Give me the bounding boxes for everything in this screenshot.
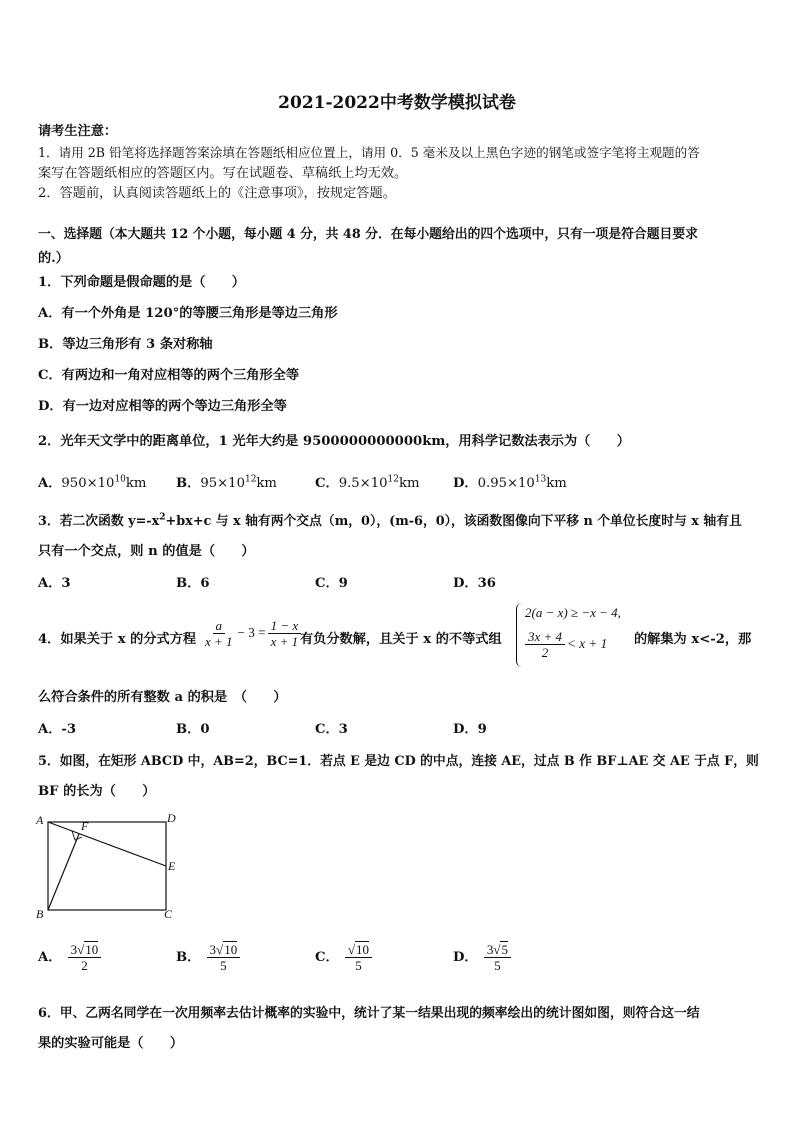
q5-option-a: A． $\frac{3√10}{2}$	[38, 942, 103, 973]
q5-stem-line-2: BF 的长为（ ）	[38, 784, 156, 799]
q4-option-a: A．-3	[38, 722, 77, 737]
q3-option-c: C．9	[315, 576, 348, 591]
q6-stem: 6．甲、乙两名同学在一次用频率去估计概率的实验中，统计了某一结果出现的频率绘出的统计图如图，则符合这一结	[38, 1006, 700, 1021]
q1-option-b: B．等边三角形有 3 条对称轴	[38, 337, 213, 352]
q5-option-c: C． $\frac{√10}{5}$	[315, 942, 374, 973]
section-heading-line-1: 一、选择题（本大题共 12 个小题，每小题 4 分，共 48 分．在每小题给出的四个选项中，只有一项是符合题目要求	[38, 227, 698, 242]
q3-stem: 3．若二次函数 $y=-x^2+bx+c$ 与 x 轴有两个交点（m，0），(m-6，0），该函数图像向下平移 n 个单位长度时与 x 轴有且	[38, 512, 742, 529]
label-f: F	[81, 819, 89, 833]
q4-stem-prefix: 4．如果关于 x 的分式方程	[38, 632, 197, 647]
label-e: E	[168, 859, 176, 873]
notice-line-1a: 1．请用 2B 铅笔将选择题答案涂填在答题纸相应位置上，请用 0．5 毫米及以上黑色字迹的钢笔或签字笔将主观题的答	[38, 145, 700, 160]
label-b: B	[36, 907, 44, 920]
q4-fraction-2: $\frac{1 - x}{x + 1}$	[268, 618, 302, 649]
segment-bf	[48, 834, 79, 910]
q4-option-c: C．3	[315, 722, 348, 737]
q6-stem-line-2: 果的实验可能是（ ）	[38, 1036, 184, 1051]
q1-option-d: D．有一边对应相等的两个等边三角形全等	[38, 399, 287, 414]
q5-option-b: B． $\frac{3√10}{5}$	[176, 942, 242, 973]
q2-option-b: B．$95\times 10^{12}km$	[176, 474, 277, 491]
q4-fraction-1: $\frac{a}{x + 1}$	[205, 618, 233, 649]
label-d: D	[167, 811, 176, 825]
q3-option-a: A．3	[38, 576, 71, 591]
q2-option-c: C．$9.5\times 10^{12}km$	[315, 474, 420, 491]
q1-option-c: C．有两边和一角对应相等的两个三角形全等	[38, 368, 300, 383]
label-c: C	[164, 907, 173, 920]
q5-stem: 5．如图，在矩形 ABCD 中，AB=2，BC=1．若点 E 是边 CD 的中点，连接 AE，过点 B 作 BF⊥AE 交 AE 于点 F，则	[38, 754, 759, 769]
q4-inequality-system: 2(a − x) ≥ −x − 4, $\frac{3x + 4}{2}$ < x + 1	[516, 603, 627, 667]
q5-rectangle-figure	[34, 808, 184, 920]
q1-option-a: A．有一个外角是 120°的等腰三角形是等边三角形	[38, 306, 338, 321]
q1-stem: 1．下列命题是假命题的是（ ）	[38, 275, 245, 290]
q5-option-d: D． $\frac{3√5}{5}$	[453, 942, 513, 973]
label-a: A	[36, 813, 44, 827]
page-title: 2021-2022中考数学模拟试卷	[278, 93, 516, 113]
q4-equation: $\frac{a}{x + 1}$ − 3 = $\frac{1 - x}{x + 1}$	[200, 618, 303, 649]
notice-line-2: 2．答题前，认真阅读答题纸上的《注意事项》，按规定答题。	[38, 186, 396, 201]
q3-stem-line-2: 只有一个交点，则 n 的值是（ ）	[38, 544, 255, 559]
section-heading-line-2: 的.）	[38, 251, 69, 266]
q4-stem-middle: 有负分数解，且关于 x 的不等式组	[300, 632, 502, 647]
q4-stem-suffix: 的解集为 x<-2，那	[634, 632, 752, 647]
notice-line-1b: 案写在答题纸相应的答题区内。写在试题卷、草稿纸上均无效。	[38, 166, 408, 181]
notice-heading: 请考生注意：	[38, 124, 118, 139]
q4-stem-line-2: 么符合条件的所有整数 a 的积是 （ ）	[38, 690, 287, 705]
q2-option-a: A．$950\times 10^{10}km$	[38, 474, 147, 491]
q3-option-d: D．36	[453, 576, 496, 591]
q3-option-b: B．6	[176, 576, 210, 591]
q4-option-d: D．9	[453, 722, 487, 737]
segment-ae	[48, 822, 166, 866]
q2-option-d: D．$0.95\times 10^{13}km$	[453, 474, 567, 491]
q4-option-b: B．0	[176, 722, 210, 737]
q2-stem: 2．光年天文学中的距离单位，1 光年大约是 9500000000000km，用科学记数法表示为（ ）	[38, 434, 630, 449]
